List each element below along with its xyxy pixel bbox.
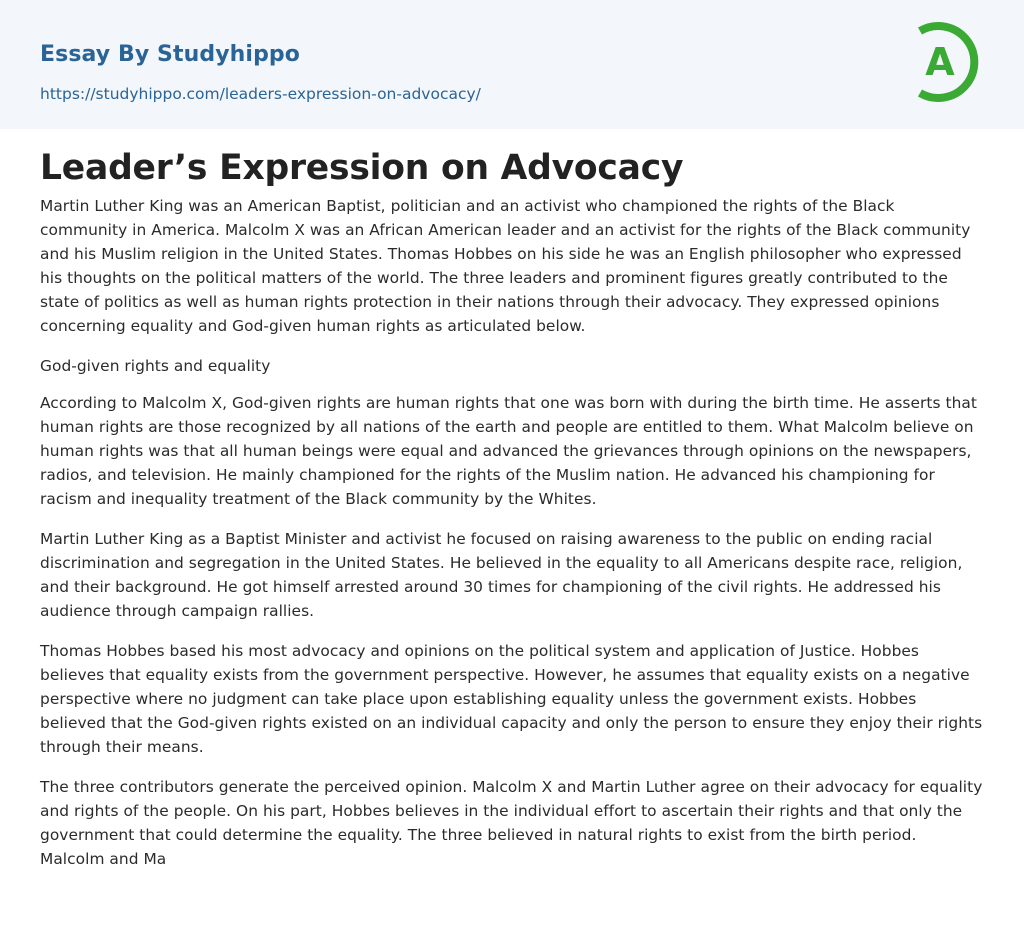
paragraph-comparison: The three contributors generate the perceived opinion. Malcolm X and Martin Luther agree on their advocacy for equality and rights of the people. On his part, Hobbes believes in the individual effort to ascertain their rights and that only the government that could determine the equality. The three believed in natural rights to exist from the birth period. Malcolm and Ma (40, 778, 983, 868)
site-header (0, 0, 1024, 129)
paragraph-intro: Martin Luther King was an American Baptist, politician and an activist who championed the rights of the Black community in America. Malcolm X was an African American leader and an activist for the rights of the Black community and his Muslim religion in the United States. Thomas Hobbes on his side he was an English philosopher who expressed his thoughts on the political matters of the world. The three leaders and prominent figures greatly contributed to the state of politics as well as human rights protection in their nations through their advocacy. They expressed opinions concerning equality and God-given human rights as articulated below. (40, 197, 971, 335)
site-brand[interactable]: Essay By Studyhippo (40, 42, 300, 67)
paragraph-thomas-hobbes: Thomas Hobbes based his most advocacy and opinions on the political system and application of Justice. Hobbes believes that equality exists from the government perspective. However, he assumes that equality exists on a negative perspective where no judgment can take place upon establishing equality unless the government exists. Hobbes believed that the God-given rights existed on an individual capacity and only the person to ensure they enjoy their rights through their means. (40, 642, 983, 756)
studyhippo-logo-icon[interactable] (910, 18, 988, 106)
article-title: Leader’s Expression on Advocacy (40, 148, 684, 188)
paragraph-malcolm-x: According to Malcolm X, God-given rights are human rights that one was born with during the birth time. He asserts that human rights are those recognized by all nations of the earth and people are entitled to them. What Malcolm believe on human rights was that all human beings were equal and advanced the grievances through opinions on the newspapers, radios, and television. He mainly championed for the rights of the Muslim nation. He advanced his championing for racism and inequality treatment of the Black community by the Whites. (40, 394, 977, 508)
page-url-link[interactable]: https://studyhippo.com/leaders-expression-on-advocacy/ (40, 85, 481, 103)
paragraph-martin-luther-king: Martin Luther King as a Baptist Minister and activist he focused on raising awareness to the public on ending racial discrimination and segregation in the United States. He believed in the equality to all Americans despite race, religion, and their background. He got himself arrested around 30 times for championing of the civil rights. He addressed his audience through campaign rallies. (40, 530, 963, 620)
section-subheading: God-given rights and equality (40, 357, 271, 375)
article-content (40, 146, 984, 871)
logo-letter: A (925, 40, 955, 84)
